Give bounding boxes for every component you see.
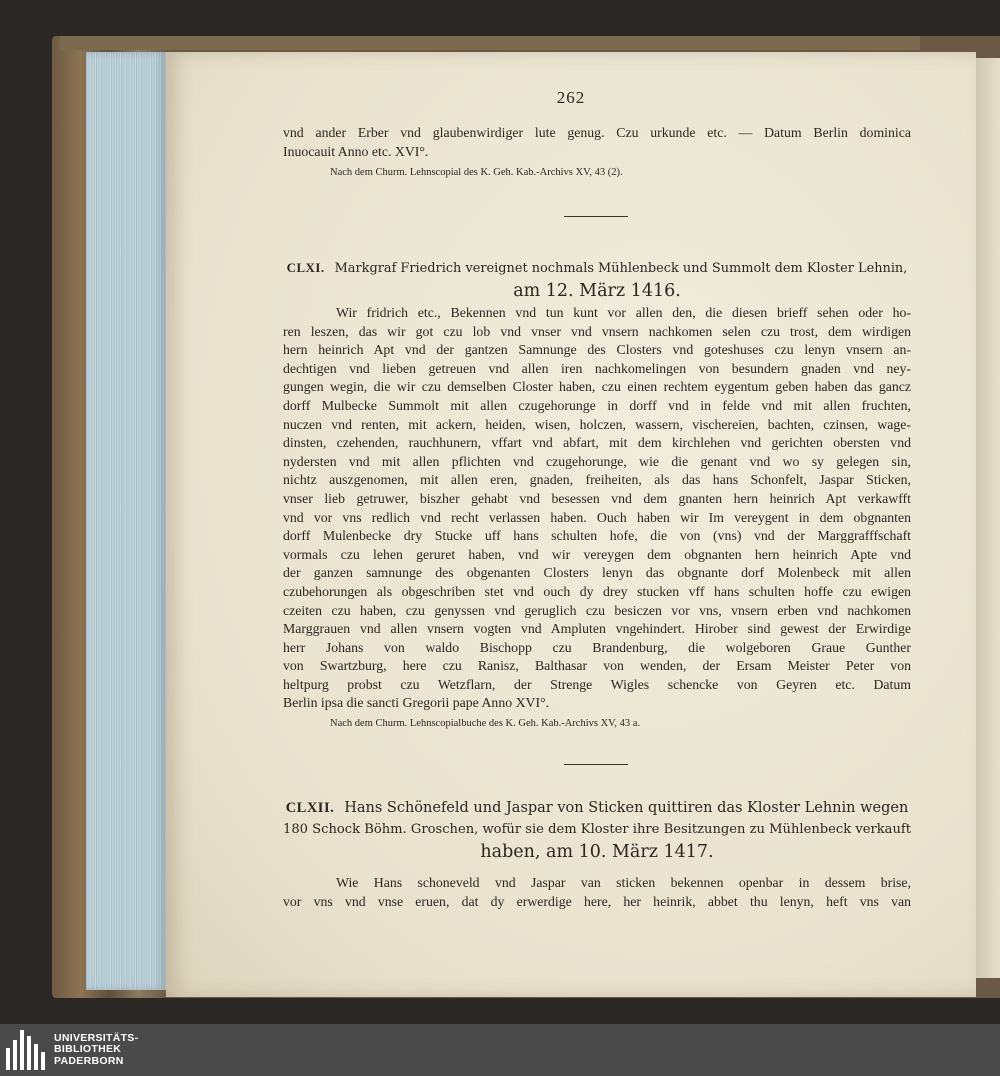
text-line: der ganzen samnunge des obgenanten Closters lenyn das obgnante dorf Molenbeck mit allen (283, 565, 911, 581)
source-note: Nach dem Churm. Lehnscopial des K. Geh. Kab.-Archivs XV, 43 (2). (330, 167, 623, 179)
section-divider (564, 216, 628, 217)
page-number: 262 (556, 88, 586, 107)
text-line: vnd ander Erber vnd glaubenwirdiger lute genug. Czu urkunde etc. — Datum Berlin dominica (283, 125, 911, 140)
section-number: CLXII. (285, 800, 335, 816)
source-note: Nach dem Churm. Lehnscopialbuche des K. Geh. Kab.-Archivs XV, 43 a. (330, 718, 641, 730)
section-title-line: haben, am 10. März 1417. (480, 842, 714, 862)
text-line: ren leszen, das wir got czu lob vnd vnser vnd vnsern nachkomen selen czu trost, dem wirdigen (283, 323, 911, 339)
text-line: dorff Mulbecke Summolt mit allen czugehorunge in dorff vnd in felde vnd mit allen fruchten, (283, 397, 911, 413)
section-title-line: Markgraf Friedrich vereignet nochmals Mühlenbeck und Summolt dem Kloster Lehnin, (334, 261, 908, 276)
section-body (283, 304, 911, 734)
text-line: vormals czu lehen geruret haben, vnd wir vereygen dem obgnanten hern heinrich Apte vnd (283, 546, 911, 562)
book-cover-top (60, 36, 920, 50)
text-line: Inuocauit Anno etc. XVI°. (283, 143, 429, 159)
text-line: hern heinrich Apt vnd der gantzen Samnunge des Closters vnd goteshuses czu lenyn vnsern an- (283, 342, 911, 358)
text-line: Marggrauen vnd allen vnsern vogten vnd Ampluten vngehindert. Hirober sind gewest der Erwirdige (283, 621, 911, 637)
text-line: nuczen vnd renten, mit ackern, heiden, wisen, holczen, wassern, vischereien, bachten, czinsen, wage- (283, 416, 911, 432)
text-line: vnser lieb getruwer, biszher gehabt vnd besessen vnd dem gnanten hern heinrich Apt verkawfft (283, 490, 911, 506)
text-line: dechtigen vnd lieben getreuen vnd allen iren nachkomelingen von besundern gnaden vnd ney- (283, 360, 911, 376)
page-edges (86, 52, 166, 990)
text-line: herr Johans von waldo Bischopp czu Brandenburg, die wolgeboren Graue Gunther (283, 639, 911, 655)
section-heading (283, 257, 911, 302)
facing-page-edge (976, 58, 1000, 978)
text-line: nichtz auszgenomen, mit allen eren, gnaden, freiheiten, als das hans Schonfelt, Jaspar Sticken, (283, 472, 911, 488)
text-line: gungen wegin, die wir czu demselben Closter haben, czu einen rechtem eygentum geben haben das gancz (283, 379, 911, 395)
text-line: Berlin ipsa die sancti Gregorii pape Anno XVI°. (283, 695, 550, 711)
text-line: heltpurg probst czu Wetzflarn, der Strenge Wigles schencke von Geyren etc. Datum (283, 676, 911, 692)
text-line: von Swartzburg, here czu Ranisz, Balthasar von wenden, der Ersam Meister Peter von (283, 658, 911, 674)
logo-line: BIBLIOTHEK (54, 1043, 122, 1056)
logo-line: PADERBORN (54, 1054, 124, 1067)
section-body (283, 874, 911, 911)
text-line: vnd vor vns redlich vnd recht verlassen haben. Ouch haben wir Im vereygent in dem obgnanten (283, 509, 911, 525)
intro-text (283, 124, 911, 183)
text-line: czubehorungen als obgeschriben stet vnd ouch dy drey stucken vff hans schulten hoffe czu ewigen (283, 583, 911, 599)
section-title-line: Hans Schönefeld und Jaspar von Sticken quittiren das Kloster Lehnin wegen (344, 800, 909, 816)
text-line: nydersten vnd mit allen pflichten vnd czugehorunge, wie die genant vnd wo sy gelegen sin, (283, 453, 911, 469)
section-divider (564, 764, 628, 765)
text-line: vor vns vnd vnse eruen, dat dy erwerdige here, her heinrik, abbet thu lenyn, heft vns van (283, 893, 911, 909)
library-logo-text (54, 1033, 138, 1068)
text-line: dorff Mulenbecke dry Stucke uff hans schulten hofe, die von (vns) vnd der Marggrafffschaft (283, 528, 911, 544)
text-line: czeiten czu haben, czu genyssen vnd geruglich czu besiczen vor vns, vnsern erben vnd nachkomen (283, 602, 911, 618)
section-title-line: am 12. März 1416. (513, 281, 681, 301)
text-line: Wir fridrich etc., Bekennen vnd tun kunt vor allen den, die diesen brieff sehen oder ho- (336, 305, 911, 320)
text-line: Wie Hans schoneveld vnd Jaspar van sticken bekennen openbar in dessem brise, (336, 875, 911, 890)
library-footer (0, 1024, 1000, 1076)
section-number: CLXI. (286, 261, 325, 275)
text-line: dinsten, czehenden, rauchhunern, vffart vnd abfart, mit dem kirchlehen vnd gerichten obersten vnd (283, 435, 911, 451)
book-page (166, 52, 976, 997)
section-title-line: 180 Schock Böhm. Groschen, wofür sie dem Kloster ihre Besitzungen zu Mühlenbeck verkauft (283, 822, 912, 837)
section-heading (283, 797, 911, 863)
logo-line: UNIVERSITÄTS- (54, 1031, 139, 1044)
library-logo-icon (6, 1030, 48, 1070)
